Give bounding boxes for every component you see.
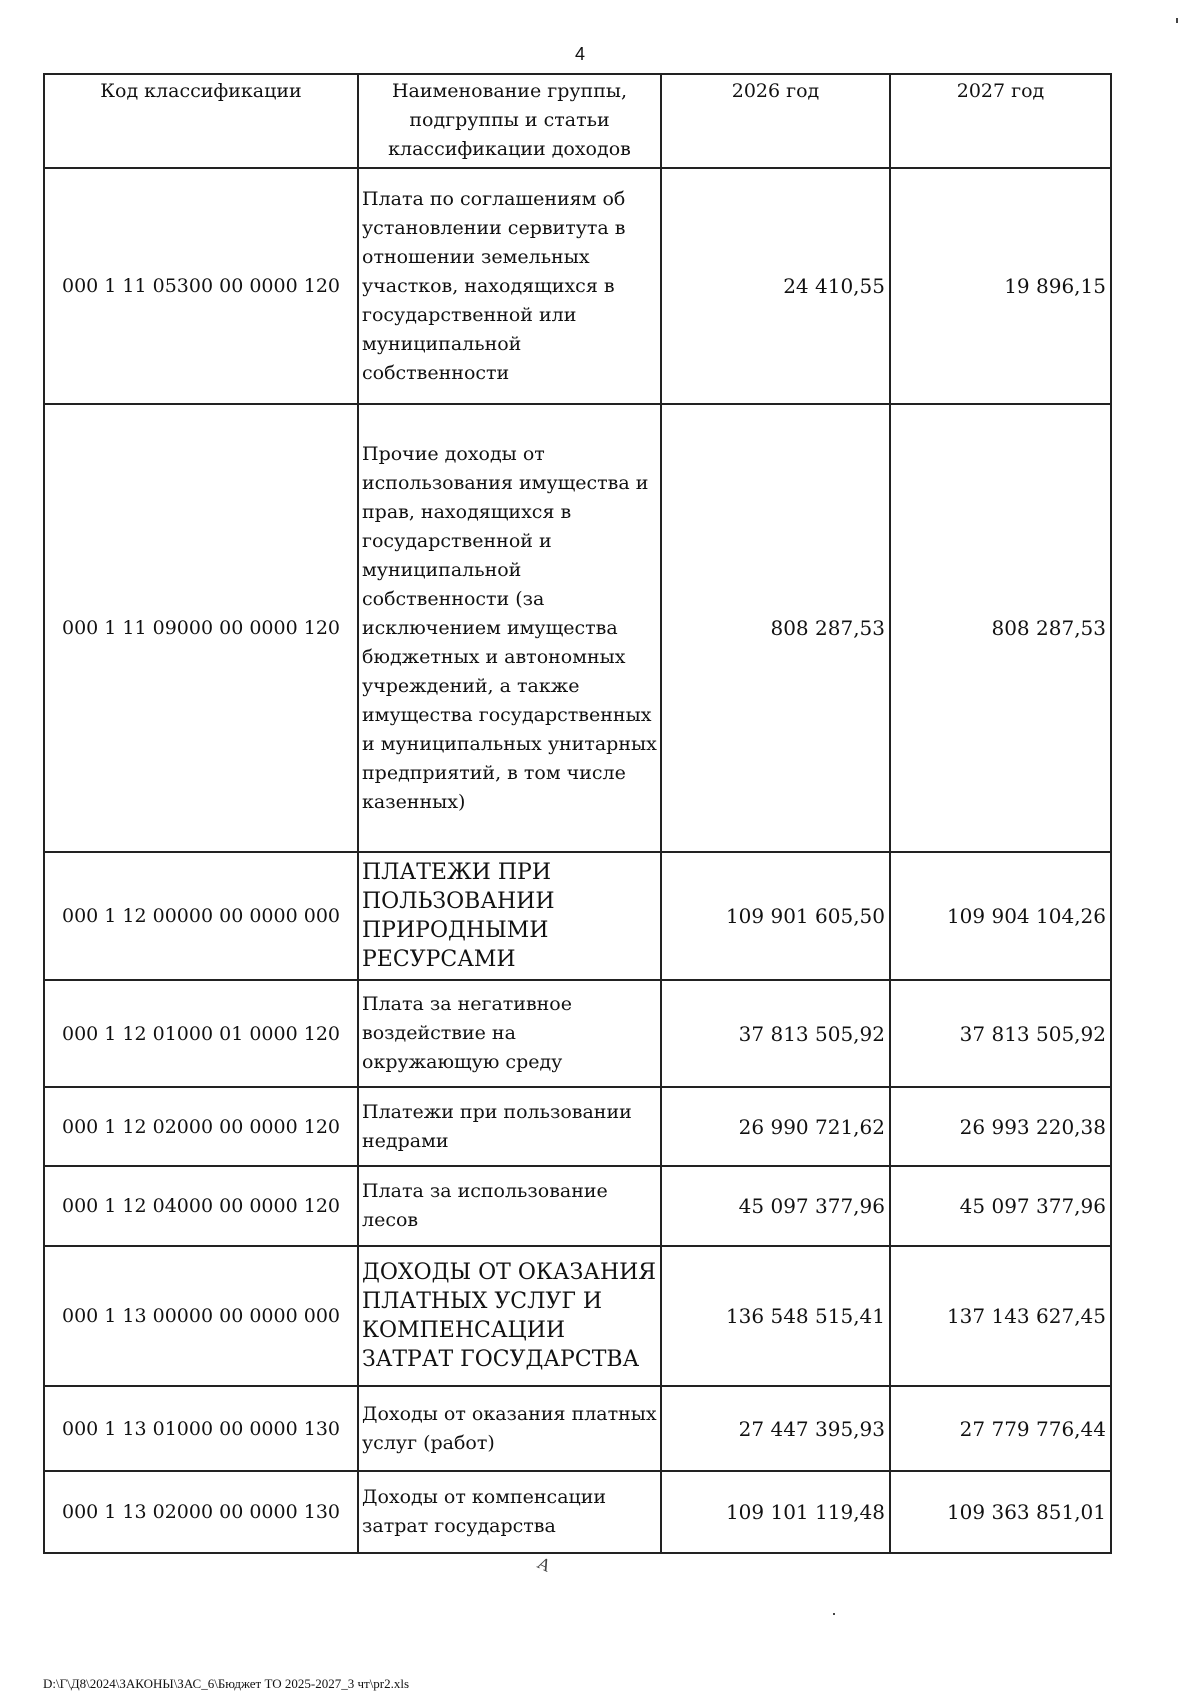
- row-value-2027: 45 097 377,96: [890, 1166, 1111, 1246]
- row-value-2027: 37 813 505,92: [890, 980, 1111, 1087]
- revenue-table: [43, 73, 1112, 1554]
- row-value-2026: 26 990 721,62: [661, 1087, 890, 1166]
- row-name: Прочие доходы от использования имущества и прав, находящихся в государственной и муниципальной собственности (за исключением имущества бюджетных и автономных учреждений, а также имущества государственных и муниципальных унитарных предприятий, в том числе казенных): [358, 404, 661, 852]
- scan-speck: [1176, 18, 1178, 23]
- row-value-2026: 24 410,55: [661, 168, 890, 404]
- row-name: Доходы от оказания платных услуг (работ): [358, 1386, 661, 1471]
- scan-speck: [833, 1613, 835, 1615]
- row-name: ПЛАТЕЖИ ПРИ ПОЛЬЗОВАНИИ ПРИРОДНЫМИ РЕСУРСАМИ: [358, 852, 661, 980]
- table-row: [44, 168, 1111, 404]
- table-row: [44, 852, 1111, 980]
- table-row: [44, 980, 1111, 1087]
- header-name: Наименование группы, подгруппы и статьи классификации доходов: [358, 74, 661, 168]
- row-value-2027: 137 143 627,45: [890, 1246, 1111, 1386]
- row-code: 000 1 12 02000 00 0000 120: [44, 1087, 358, 1166]
- page-number: 4: [574, 44, 585, 64]
- file-path-footer: D:\Г\Д8\2024\ЗАКОНЫ\ЗАС_6\Бюджет ТО 2025-2027_3 чт\pr2.xls: [43, 1676, 410, 1691]
- header-year-2027: 2027 год: [890, 74, 1111, 168]
- row-name: ДОХОДЫ ОТ ОКАЗАНИЯ ПЛАТНЫХ УСЛУГ И КОМПЕНСАЦИИ ЗАТРАТ ГОСУДАРСТВА: [358, 1246, 661, 1386]
- row-value-2027: 808 287,53: [890, 404, 1111, 852]
- row-name: Плата по соглашениям об установлении сервитута в отношении земельных участков, находящихся в государственной или муниципальной собственности: [358, 168, 661, 404]
- row-code: 000 1 11 09000 00 0000 120: [44, 404, 358, 852]
- header-year-2026: 2026 год: [661, 74, 890, 168]
- table-row: [44, 1087, 1111, 1166]
- row-code: 000 1 13 00000 00 0000 000: [44, 1246, 358, 1386]
- row-code: 000 1 12 01000 01 0000 120: [44, 980, 358, 1087]
- row-value-2026: 109 901 605,50: [661, 852, 890, 980]
- row-code: 000 1 13 02000 00 0000 130: [44, 1471, 358, 1553]
- row-value-2026: 808 287,53: [661, 404, 890, 852]
- row-code: 000 1 12 00000 00 0000 000: [44, 852, 358, 980]
- row-value-2026: 45 097 377,96: [661, 1166, 890, 1246]
- row-code: 000 1 13 01000 00 0000 130: [44, 1386, 358, 1471]
- row-value-2027: 109 363 851,01: [890, 1471, 1111, 1553]
- row-name: Доходы от компенсации затрат государства: [358, 1471, 661, 1553]
- row-value-2027: 26 993 220,38: [890, 1087, 1111, 1166]
- row-name: Плата за негативное воздействие на окружающую среду: [358, 980, 661, 1087]
- row-value-2027: 19 896,15: [890, 168, 1111, 404]
- row-name: Платежи при пользовании недрами: [358, 1087, 661, 1166]
- row-code: 000 1 12 04000 00 0000 120: [44, 1166, 358, 1246]
- stamp-mark: А: [534, 1553, 554, 1576]
- table-row: [44, 1246, 1111, 1386]
- table-row: [44, 1471, 1111, 1553]
- row-value-2027: 109 904 104,26: [890, 852, 1111, 980]
- table-header-row: [44, 74, 1111, 168]
- table-row: [44, 1166, 1111, 1246]
- row-value-2026: 27 447 395,93: [661, 1386, 890, 1471]
- row-name: Плата за использование лесов: [358, 1166, 661, 1246]
- table-row: [44, 1386, 1111, 1471]
- table-row: [44, 404, 1111, 852]
- row-value-2026: 37 813 505,92: [661, 980, 890, 1087]
- row-value-2026: 136 548 515,41: [661, 1246, 890, 1386]
- row-code: 000 1 11 05300 00 0000 120: [44, 168, 358, 404]
- row-value-2026: 109 101 119,48: [661, 1471, 890, 1553]
- header-code: Код классификации: [44, 74, 358, 168]
- row-value-2027: 27 779 776,44: [890, 1386, 1111, 1471]
